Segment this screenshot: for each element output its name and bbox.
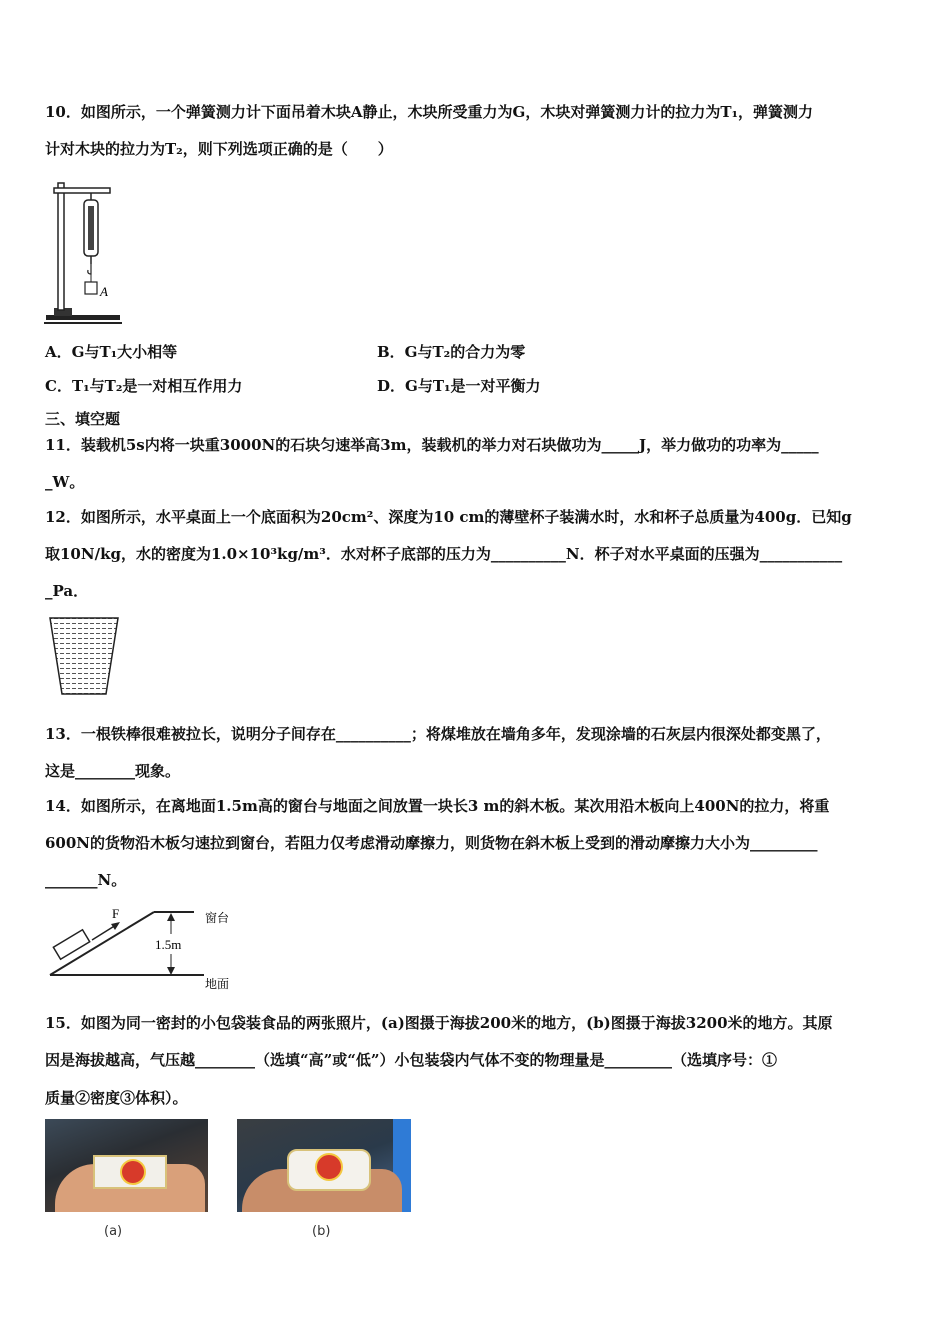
q14-line3: _______N。	[45, 871, 127, 889]
q13-line2: 这是________现象。	[45, 762, 181, 780]
q11-line1: 11．装载机5s内将一块重3000N的石块匀速举高3m，装载机的举力对石块做功为_____J，举力做功的功率为_____	[45, 436, 819, 454]
force-label: F	[112, 906, 120, 921]
option-c: C．T₁与T₂是一对相互作用力	[45, 377, 243, 395]
q15-line2: 因是海拔越高，气压越________（选填“高”或“低”）小包装袋内气体不变的物理量是_________（选填序号：①	[45, 1051, 778, 1069]
incline-figure	[44, 904, 244, 992]
q12-line2: 取10N/kg，水的密度为1.0×10³kg/m³．水对杯子底部的压力为__________N．杯子对水平桌面的压强为___________	[45, 545, 843, 563]
option-a: A．G与T₁大小相等	[45, 343, 178, 361]
caption-a: (a)	[104, 1224, 123, 1239]
photo-a	[45, 1119, 208, 1212]
caption-b: (b)	[312, 1224, 331, 1239]
height-label: 1.5m	[155, 937, 182, 952]
q15-line1: 15．如图为同一密封的小包袋装食品的两张照片，(a)图摄于海拔200米的地方，(b)图摄于海拔3200米的地方。其原	[45, 1014, 833, 1032]
q14-line1: 14．如图所示，在离地面1.5m高的窗台与地面之间放置一块长3 m的斜木板。某次用沿木板向上400N的拉力，将重	[45, 797, 830, 815]
option-d: D．G与T₁是一对平衡力	[377, 377, 541, 395]
ground-label: 地面	[205, 977, 230, 991]
section-heading: 三、填空题	[45, 410, 121, 428]
water-cup-figure	[48, 616, 122, 698]
block-a-label: A	[100, 284, 108, 299]
photo-b	[237, 1119, 411, 1212]
window-label: 窗台	[205, 911, 230, 925]
spring-scale-figure	[44, 178, 124, 326]
q10-line2: 计对木块的拉力为T₂，则下列选项正确的是（ ）	[45, 140, 393, 158]
q12-line1: 12．如图所示，水平桌面上一个底面积为20cm²、深度为10 cm的薄壁杯子装满水时，水和杯子总质量为400g．已知g	[45, 508, 852, 526]
q14-line2: 600N的货物沿木板匀速拉到窗台，若阻力仅考虑滑动摩擦力，则货物在斜木板上受到的滑动摩擦力大小为_________	[45, 834, 818, 852]
q10-line1: 10．如图所示，一个弹簧测力计下面吊着木块A静止，木块所受重力为G，木块对弹簧测力计的拉力为T₁，弹簧测力	[45, 103, 814, 121]
q11-line2: _W。	[45, 473, 85, 491]
q15-line3: 质量②密度③体积）。	[45, 1089, 188, 1107]
q13-line1: 13．一根铁棒很难被拉长，说明分子间存在__________；将煤堆放在墙角多年，发现涂墙的石灰层内很深处都变黑了，	[45, 725, 831, 743]
option-b: B．G与T₂的合力为零	[377, 343, 526, 361]
q12-line3: _Pa．	[45, 582, 89, 600]
